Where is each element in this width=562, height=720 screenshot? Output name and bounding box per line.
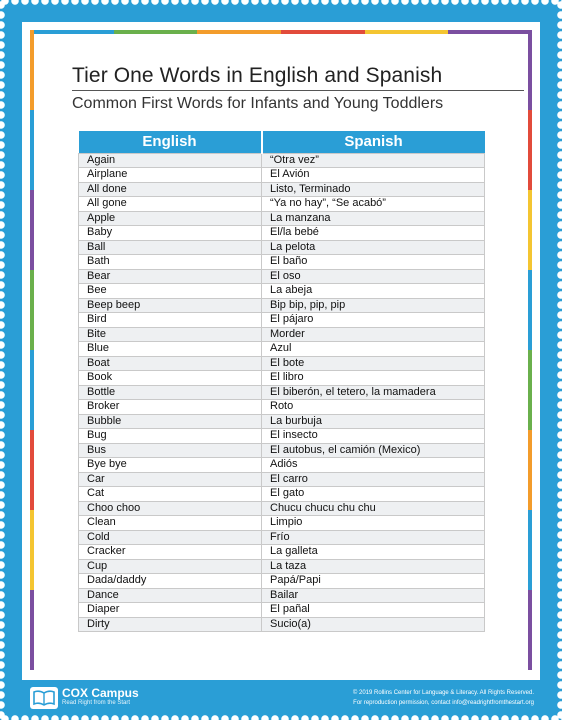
table-row [79, 574, 485, 589]
table-row [79, 356, 485, 371]
spanish-word-cell: La manzana [262, 211, 485, 226]
column-header-english: English [79, 131, 262, 153]
english-word-cell: Bear [79, 269, 262, 284]
table-row [79, 153, 485, 168]
english-word-cell: Blue [79, 342, 262, 357]
spanish-word-cell: Frío [262, 530, 485, 545]
table-row [79, 313, 485, 328]
english-word-cell: Bug [79, 429, 262, 444]
page-title: Tier One Words in English and Spanish [72, 64, 443, 87]
accent-strip-top [30, 30, 532, 34]
spanish-word-cell: El gato [262, 487, 485, 502]
title-divider [72, 90, 524, 91]
spanish-word-cell: El autobus, el camión (Mexico) [262, 443, 485, 458]
spanish-word-cell: Bip bip, pip, pip [262, 298, 485, 313]
table-row [79, 327, 485, 342]
spanish-word-cell: El baño [262, 255, 485, 270]
page-subtitle: Common First Words for Infants and Young Toddlers [72, 95, 444, 112]
english-word-cell: Bite [79, 327, 262, 342]
table-row [79, 414, 485, 429]
spanish-word-cell: La taza [262, 559, 485, 574]
spanish-word-cell: El/la bebé [262, 226, 485, 241]
english-word-cell: Airplane [79, 168, 262, 183]
table-row [79, 400, 485, 415]
english-word-cell: Bath [79, 255, 262, 270]
english-word-cell: Ball [79, 240, 262, 255]
english-word-cell: Again [79, 153, 262, 168]
english-word-cell: Bottle [79, 385, 262, 400]
table-row [79, 269, 485, 284]
table-row [79, 545, 485, 560]
english-word-cell: Bird [79, 313, 262, 328]
table-row [79, 559, 485, 574]
spanish-word-cell: Bailar [262, 588, 485, 603]
spanish-word-cell: “Ya no hay”, “Se acabó” [262, 197, 485, 212]
english-word-cell: Bee [79, 284, 262, 299]
english-word-cell: Car [79, 472, 262, 487]
spanish-word-cell: La galleta [262, 545, 485, 560]
english-word-cell: Clean [79, 516, 262, 531]
column-header-spanish: Spanish [262, 131, 485, 153]
spanish-word-cell: Chucu chucu chu chu [262, 501, 485, 516]
table-row [79, 168, 485, 183]
scalloped-edge-left [0, 0, 6, 720]
spanish-word-cell: El carro [262, 472, 485, 487]
spanish-word-cell: El bote [262, 356, 485, 371]
permission-text: For reproduction permission, contact info@readrightfromthestart.org [353, 700, 534, 706]
spanish-word-cell: La abeja [262, 284, 485, 299]
english-word-cell: Broker [79, 400, 262, 415]
table-row [79, 617, 485, 632]
english-word-cell: Bye bye [79, 458, 262, 473]
spanish-word-cell: Azul [262, 342, 485, 357]
table-row [79, 472, 485, 487]
english-word-cell: Baby [79, 226, 262, 241]
spanish-word-cell: Papá/Papi [262, 574, 485, 589]
table-row [79, 443, 485, 458]
english-word-cell: Beep beep [79, 298, 262, 313]
spanish-word-cell: El libro [262, 371, 485, 386]
table-row [79, 211, 485, 226]
table-row [79, 371, 485, 386]
spanish-word-cell: El pañal [262, 603, 485, 618]
book-icon [30, 687, 58, 709]
spanish-word-cell: El biberón, el tetero, la mamadera [262, 385, 485, 400]
english-word-cell: Choo choo [79, 501, 262, 516]
spanish-word-cell: El oso [262, 269, 485, 284]
english-word-cell: All gone [79, 197, 262, 212]
table-row [79, 226, 485, 241]
english-word-cell: Dirty [79, 617, 262, 632]
table-row [79, 603, 485, 618]
table-row [79, 501, 485, 516]
table-row [79, 588, 485, 603]
table-row [79, 197, 485, 212]
english-word-cell: Apple [79, 211, 262, 226]
table-row [79, 255, 485, 270]
spanish-word-cell: Morder [262, 327, 485, 342]
accent-strip-left [30, 30, 34, 670]
english-word-cell: Cold [79, 530, 262, 545]
english-word-cell: Bubble [79, 414, 262, 429]
table-row [79, 458, 485, 473]
spanish-word-cell: Listo, Terminado [262, 182, 485, 197]
table-row [79, 342, 485, 357]
english-word-cell: Cup [79, 559, 262, 574]
spanish-word-cell: El pájaro [262, 313, 485, 328]
spanish-word-cell: Sucio(a) [262, 617, 485, 632]
english-word-cell: Diaper [79, 603, 262, 618]
scalloped-edge-top [0, 0, 562, 6]
table-row [79, 530, 485, 545]
english-word-cell: Boat [79, 356, 262, 371]
table-row [79, 182, 485, 197]
english-word-cell: Book [79, 371, 262, 386]
spanish-word-cell: Adiós [262, 458, 485, 473]
spanish-word-cell: La pelota [262, 240, 485, 255]
english-word-cell: Dance [79, 588, 262, 603]
spanish-word-cell: “Otra vez” [262, 153, 485, 168]
word-table [78, 131, 485, 632]
english-word-cell: Cat [79, 487, 262, 502]
spanish-word-cell: La burbuja [262, 414, 485, 429]
table-row [79, 240, 485, 255]
english-word-cell: All done [79, 182, 262, 197]
spanish-word-cell: El insecto [262, 429, 485, 444]
english-word-cell: Cracker [79, 545, 262, 560]
spanish-word-cell: Roto [262, 400, 485, 415]
logo-tagline: Read Right from the Start [62, 700, 131, 706]
table-header-row [79, 131, 485, 153]
footer [0, 684, 562, 720]
word-table-container [78, 131, 485, 632]
english-word-cell: Dada/daddy [79, 574, 262, 589]
table-body [79, 153, 485, 632]
table-row [79, 385, 485, 400]
table-row [79, 284, 485, 299]
english-word-cell: Bus [79, 443, 262, 458]
copyright-text: © 2019 Rollins Center for Language & Literacy. All Rights Reserved. [352, 690, 534, 696]
accent-strip-right [528, 30, 532, 670]
table-row [79, 298, 485, 313]
scalloped-edge-right [556, 0, 562, 720]
spanish-word-cell: El Avión [262, 168, 485, 183]
table-row [79, 487, 485, 502]
table-row [79, 516, 485, 531]
table-row [79, 429, 485, 444]
spanish-word-cell: Limpio [262, 516, 485, 531]
logo-name: COX Campus [62, 686, 139, 700]
